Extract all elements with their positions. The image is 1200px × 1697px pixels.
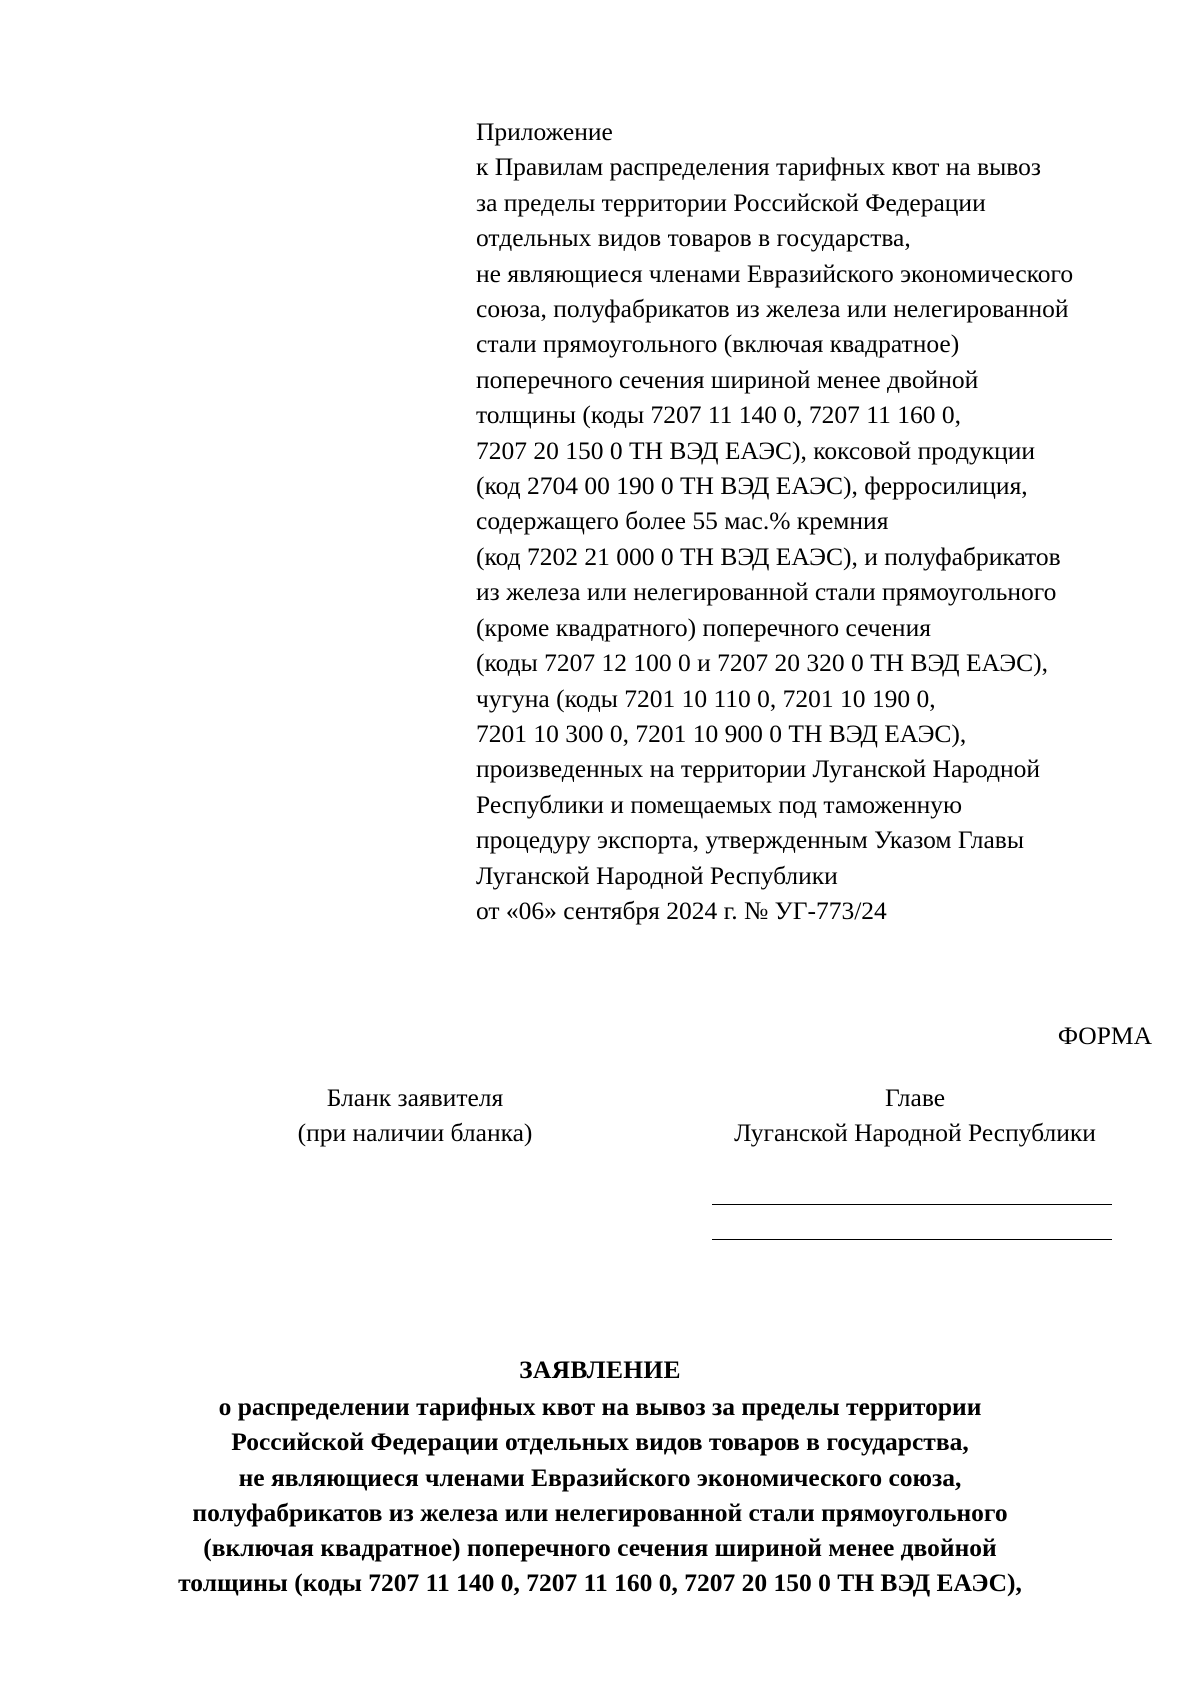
applicant-blank-line: (при наличии бланка) — [297, 1118, 533, 1147]
addressee-name-blank-line — [712, 1204, 1112, 1205]
appendix-line: Луганской Народной Республики — [476, 860, 838, 890]
appendix-line: Приложение — [476, 117, 613, 146]
statement-title: ЗАЯВЛЕНИЕ — [519, 1355, 681, 1384]
appendix-line: поперечного сечения шириной менее двойной — [476, 364, 979, 394]
appendix-line: содержащего более 55 мас.% кремния — [476, 506, 889, 536]
appendix-line: не являющиеся членами Евразийского экономического — [476, 258, 1074, 288]
appendix-line: чугуна (коды 7201 10 110 0, 7201 10 190 0, — [476, 683, 936, 713]
appendix-line: 7201 10 300 0, 7201 10 900 0 ТН ВЭД ЕАЭС), — [476, 718, 967, 748]
appendix-line: от «06» сентября 2024 г. № УГ-773/24 — [476, 895, 887, 925]
appendix-line: процедуру экспорта, утвержденным Указом Главы — [476, 825, 1024, 855]
appendix-line: отдельных видов товаров в государства, — [476, 223, 911, 253]
statement-subject — [0, 1389, 1200, 1601]
appendix-line: (кроме квадратного) поперечного сечения — [476, 612, 931, 642]
appendix-line: Республики и помещаемых под таможенную — [476, 789, 963, 819]
appendix-line: стали прямоугольного (включая квадратное) — [476, 329, 960, 359]
appendix-line: 7207 20 150 0 ТН ВЭД ЕАЭС), коксовой продукции — [476, 435, 1036, 465]
appendix-line: за пределы территории Российской Федерации — [476, 187, 986, 217]
statement-line: Российской Федерации отдельных видов товаров в государства, — [231, 1427, 969, 1457]
addressee-block — [690, 1080, 1140, 1150]
appendix-line: (код 2704 00 190 0 ТН ВЭД ЕАЭС), ферросилиция, — [476, 471, 1028, 501]
appendix-line: к Правилам распределения тарифных квот на вывоз — [476, 152, 1041, 182]
appendix-line: произведенных на территории Луганской Народной — [476, 754, 1041, 784]
form-label: ФОРМА — [1057, 1021, 1152, 1050]
appendix-line: (коды 7207 12 100 0 и 7207 20 320 0 ТН ВЭД ЕАЭС), — [476, 648, 1049, 678]
statement-line: полуфабрикатов из железа или нелегированной стали прямоугольного — [192, 1497, 1008, 1527]
appendix-line: союза, полуфабрикатов из железа или нелегированной — [476, 294, 1069, 324]
appendix-header — [476, 114, 1176, 928]
appendix-line: (код 7202 21 000 0 ТН ВЭД ЕАЭС), и полуфабрикатов — [476, 541, 1061, 571]
applicant-blank-note — [250, 1080, 580, 1150]
applicant-blank-line: Бланк заявителя — [326, 1083, 504, 1112]
addressee-name-blank-line — [712, 1239, 1112, 1240]
statement-line: толщины (коды 7207 11 140 0, 7207 11 160 0, 7207 20 150 0 ТН ВЭД ЕАЭС), — [178, 1568, 1022, 1598]
statement-line: (включая квадратное) поперечного сечения шириной менее двойной — [203, 1533, 997, 1563]
statement-line: не являющиеся членами Евразийского экономического союза, — [238, 1462, 962, 1492]
appendix-line: толщины (коды 7207 11 140 0, 7207 11 160 0, — [476, 400, 961, 430]
statement-line: о распределении тарифных квот на вывоз за пределы территории — [218, 1392, 982, 1421]
appendix-line: из железа или нелегированной стали прямоугольного — [476, 577, 1057, 607]
addressee-line: Луганской Народной Республики — [734, 1118, 1096, 1147]
addressee-line: Главе — [884, 1083, 946, 1112]
